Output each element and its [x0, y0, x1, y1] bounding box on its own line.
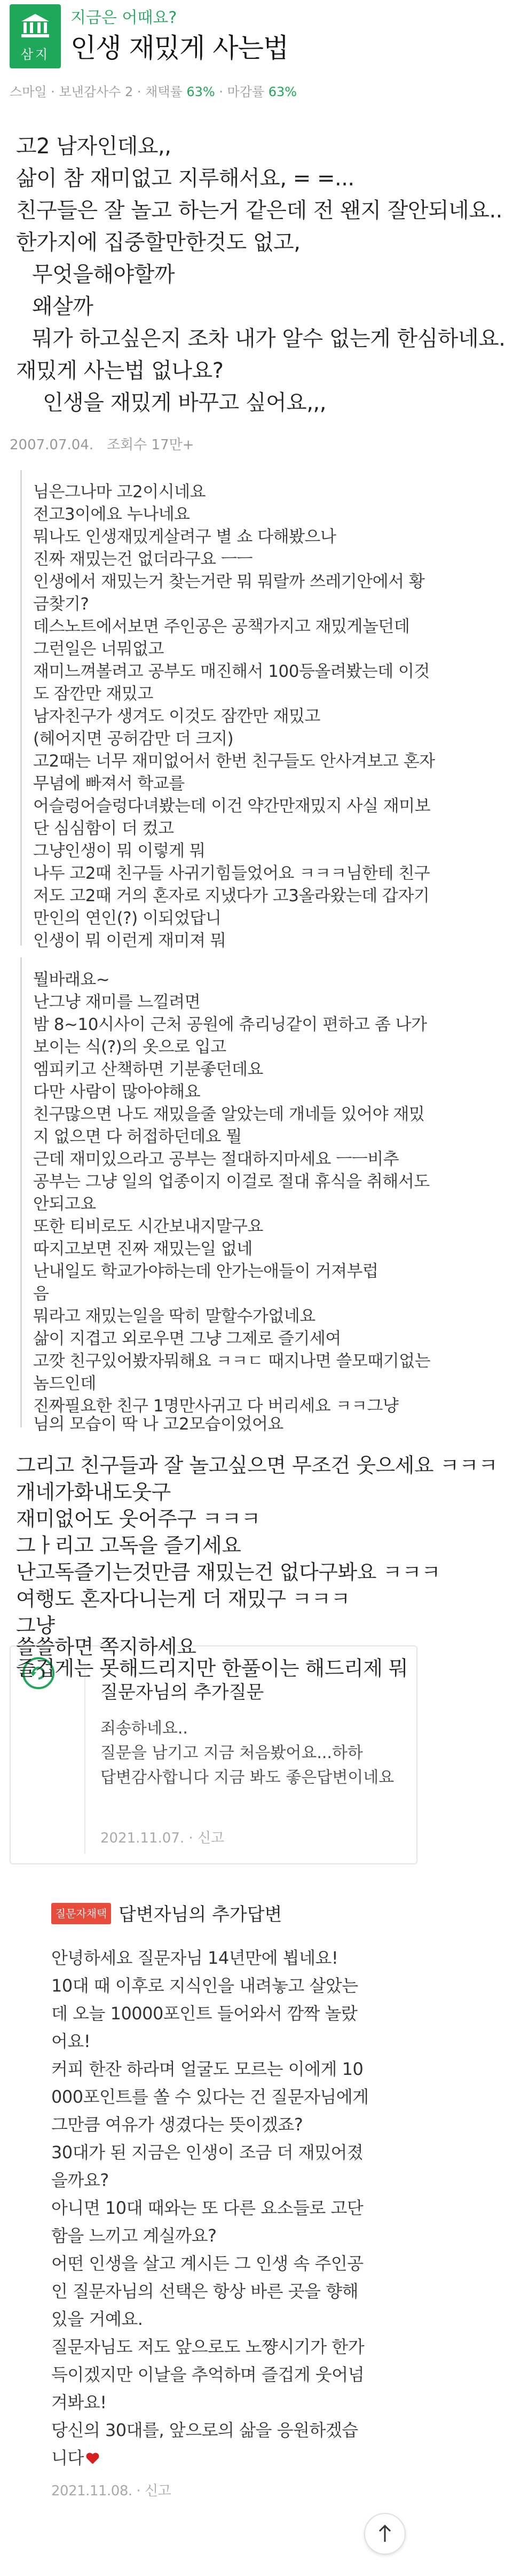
question-line: 인생을 재밌게 바꾸고 싶어요,,, [43, 391, 326, 415]
answer-line: 엠피키고 산책하면 기분좋던데요 [33, 1060, 263, 1079]
answer-line: 금찾기? [33, 595, 89, 614]
answer-line: 다만 사람이 많아야해요 [33, 1082, 201, 1102]
date-text: 2007.07.04. [10, 437, 94, 453]
answer-line: 난그냥 재미를 느낄려면 [33, 993, 201, 1012]
answer-line: 무념에 빠져서 학교를 [33, 774, 185, 793]
answer-line: 즐겁게는 못해드리지만 한풀이는 해드리제 뭐 [16, 1657, 408, 1680]
meta-mid: · 마감률 [215, 84, 269, 99]
followup-answer-line: 득이겠지만 이날을 추억하며 즐겁게 웃어넘 [51, 2364, 365, 2385]
followup-answer-line: 을까요? [51, 2170, 109, 2190]
answer-line: (헤어지면 공허감만 더 크지) [33, 729, 234, 748]
question-line: 고2 남자인데요,, [16, 134, 171, 159]
answer-line: 놈드인데 [33, 1374, 96, 1393]
close-rate: 63% [268, 84, 297, 99]
card-divider [84, 1661, 85, 1854]
answer-line: 도 잠깐만 재밌고 [33, 684, 153, 704]
followup-answer-line: 30대가 된 지금은 인생이 조금 더 재밌어졌 [51, 2142, 364, 2163]
answer-line: 그냥인생이 뭐 이렇게 뭐 [33, 841, 206, 861]
followup-answer-line: 커피 한잔 하라며 얼굴도 모르는 이에게 10 [51, 2059, 364, 2079]
question-line: 한가지에 집중할만한것도 없고, [16, 230, 301, 255]
followup-answer-line: 000포인트를 쏠 수 있다는 건 질문자님에게 [51, 2087, 369, 2107]
followup-answer-line: 함을 느끼고 계실까요? [51, 2226, 217, 2246]
quote-bar [20, 957, 22, 1427]
answer-line: 밤 8~10시사이 근처 공원에 츄리닝같이 편하고 좀 나가 [33, 1015, 427, 1034]
followup-answer-line: 질문자님도 저도 앞으로도 노쨩시기가 한가 [51, 2337, 365, 2357]
answer-line: 데스노트에서보면 주인공은 공책가지고 재밌게놀던데 [33, 617, 410, 636]
question-header [0, 0, 427, 102]
question-line: 무엇을해야할까 [32, 262, 175, 287]
answer-line: 안되고요 [33, 1195, 96, 1214]
adopt-rate: 63% [186, 84, 215, 99]
answer-line: 인생에서 재밌는거 찾는거란 뭐 뭐랄까 쓰레기안에서 황 [33, 572, 425, 591]
followup-answer-line: 겨봐요! [51, 2392, 107, 2413]
answer-line: 저도 고2때 거의 혼자로 지냈다가 고3올라왔는데 갑자기 [33, 886, 430, 905]
followup-answer-line: 니다 [51, 2448, 84, 2468]
author-meta [10, 81, 297, 100]
question-line: 친구들은 잘 놀고 하는거 같은데 전 왠지 잘안되네요.. [16, 198, 502, 223]
followup-answer-line: 어요! [51, 2031, 91, 2051]
view-count: 조회수 17만+ [106, 437, 194, 453]
followup-answer-line: 안녕하세요 질문자님 14년만에 뵙네요! [51, 1948, 338, 1968]
answer-line: 뭐나도 인생재밌게살려구 별 쇼 다해봤으나 [33, 527, 336, 547]
report-link[interactable]: 신고 [144, 2483, 171, 2499]
answer-line: 친구많으면 나도 재밌을줄 알았는데 개네들 있어야 재밌 [33, 1105, 425, 1124]
followup-answer-line: 어떤 인생을 살고 계시든 그 인생 속 주인공 [51, 2253, 364, 2274]
report-link[interactable]: 신고 [197, 1830, 225, 1846]
answer-line: 나두 고2때 친구들 사귀기힘들었어요 ㅋㅋㅋ님한테 친구 [33, 864, 430, 883]
answer-line: 님의 모습이 딱 나 고2모습이었어요 [33, 1415, 283, 1434]
answer-line: 재미느껴볼려고 공부도 매진해서 100등올려봤는데 이것 [33, 662, 430, 681]
quote-bar [20, 470, 22, 946]
followup-answer-last-line [51, 2445, 99, 2469]
followup-answer-line: 인 질문자님의 선택은 항상 바른 곳을 향해 [51, 2281, 359, 2301]
meta-separator: · [132, 2483, 145, 2499]
answer-line: 근데 재미있으라고 공부는 절대하지마세요 ㅡㅡ비추 [33, 1150, 399, 1169]
question-date [10, 434, 194, 454]
followup-answer-date: 2021.11.08. [51, 2483, 132, 2499]
question-line: 재밌게 사는법 없나요? [16, 358, 224, 383]
answer-line: 어슬렁어슬렁다녀봤는데 이건 약간만재밌지 사실 재미보 [33, 797, 431, 816]
followup-question-line: 답변감사합니다 지금 봐도 좋은답변이네요 [100, 1768, 394, 1787]
followup-answer-line: 10대 때 이후로 지식인을 내려놓고 살았는 [51, 1976, 358, 1996]
answer-line: 공부는 그냥 일의 업종이지 이걸로 절대 휴식을 취해서도 [33, 1172, 430, 1191]
followup-question-line: 질문을 남기고 지금 처음봤어요...하하 [100, 1744, 363, 1762]
answer-line: 보이는 식(?)의 옷으로 입고 [33, 1037, 226, 1057]
answer-line: 음 [33, 1284, 49, 1303]
meta-prefix: 스마일 · 보낸감사수 2 · 채택률 [10, 84, 187, 99]
arrow-up-icon [365, 2514, 405, 2554]
answer-line: 진짜필요한 친구 1명만사귀고 다 버리세요 ㅋㅋ그냥 [33, 1396, 399, 1416]
followup-answer-meta [51, 2480, 171, 2500]
answer-line: 난고독즐기는것만큼 재밌는건 없다구봐요 ㅋㅋㅋ [16, 1560, 441, 1584]
heart-icon [86, 2453, 99, 2465]
answer-line: 쓸쓸하면 쪽지하세요 [16, 1635, 196, 1659]
badge-label: 삼지 [20, 47, 50, 62]
answer-line: 뭘바래요~ [33, 970, 110, 989]
answer-line: 개네가화내도웃구 [16, 1480, 171, 1504]
answer-line: 재미없어도 웃어주구 ㅋㅋㅋ [16, 1507, 261, 1531]
answer-line: 전고3이에요 누나네요 [33, 505, 190, 524]
question-prompt: 지금은 어때요? [70, 9, 177, 27]
adopted-badge: 질문자채택 [51, 1903, 111, 1924]
followup-answer-line: 데 오늘 10000포인트 들어와서 깜짝 놀랐 [51, 2003, 358, 2024]
followup-question-line: 죄송하네요.. [100, 1719, 188, 1738]
answer-line: 그리고 친구들과 잘 놀고싶으면 무조건 웃으세요 ㅋㅋㅋ [16, 1454, 498, 1477]
page-title: 인생 재밌게 사는법 [70, 33, 289, 64]
answer-line: 단 심심함이 더 컸고 [33, 819, 174, 838]
question-line: 삶이 참 재미없고 지루해서요, = =... [16, 166, 354, 191]
answer-line: 난내일도 학교가야하는데 안가는애들이 거져부럽 [33, 1262, 378, 1281]
answer-line: 남자친구가 생겨도 이것도 잠깐만 재밌고 [33, 707, 320, 726]
followup-question-meta [100, 1827, 224, 1847]
question-line: 왜살까 [32, 294, 93, 319]
answer-line: 만인의 연인(?) 이되었답니 [33, 909, 222, 928]
answer-line: 그런일은 너뭐없고 [33, 639, 164, 659]
followup-question-date: 2021.11.07. [100, 1830, 185, 1846]
answer-line: 또한 티비로도 시간보내지말구요 [33, 1217, 263, 1236]
followup-answer-line: 당신의 30대를, 앞으로의 삶을 응원하겠습 [51, 2420, 358, 2440]
answer-line: 따지고보면 진짜 재밌는일 없네 [33, 1239, 253, 1259]
meta-separator: · [184, 1830, 198, 1846]
followup-answer-line: 아니면 10대 때와는 또 다른 요소들로 고단 [51, 2198, 364, 2218]
answer-line: 그ㅏ리고 고독을 즐기세요 [16, 1534, 241, 1557]
answer-line: 그냥 [16, 1614, 55, 1637]
answer-line: 진짜 재밌는건 없더라구요 ㅡㅡ [33, 550, 253, 569]
followup-answer-title: 답변자님의 추가답변 [119, 1904, 282, 1925]
answer-line: 여행도 혼자다니는게 더 재밌구 ㅋㅋㅋ [16, 1587, 350, 1611]
answer-line: 인생이 뭐 이런게 재미져 뭐 [33, 931, 226, 950]
building-icon [19, 13, 51, 38]
answer-line: 뭐라고 재밌는일을 딱히 말할수가없네요 [33, 1307, 315, 1326]
followup-answer-line: 그만큼 여유가 생겼다는 뜻이겠죠? [51, 2114, 303, 2135]
answer-line: 지 없으면 다 허접하던데요 뭘 [33, 1127, 242, 1146]
question-line: 뭐가 하고싶은지 조차 내가 알수 없는게 한심하네요. [32, 326, 505, 351]
answer-line: 님은그나마 고2이시네요 [33, 482, 206, 502]
followup-answer-line: 있을 거예요. [51, 2309, 143, 2329]
followup-question-title: 질문자님의 추가질문 [100, 1682, 264, 1703]
answer-line: 고깟 친구있어봤자뭐해요 ㅋㅋㄷ 때지나면 쓸모때기없는 [33, 1352, 431, 1371]
answer-line: 고2때는 너무 재미없어서 한번 친구들도 안사겨보고 혼자 [33, 752, 435, 771]
answer-line: 삶이 지겹고 외로우면 그냥 그제로 즐기세여 [33, 1329, 341, 1348]
scroll-top-button[interactable] [364, 2513, 406, 2555]
